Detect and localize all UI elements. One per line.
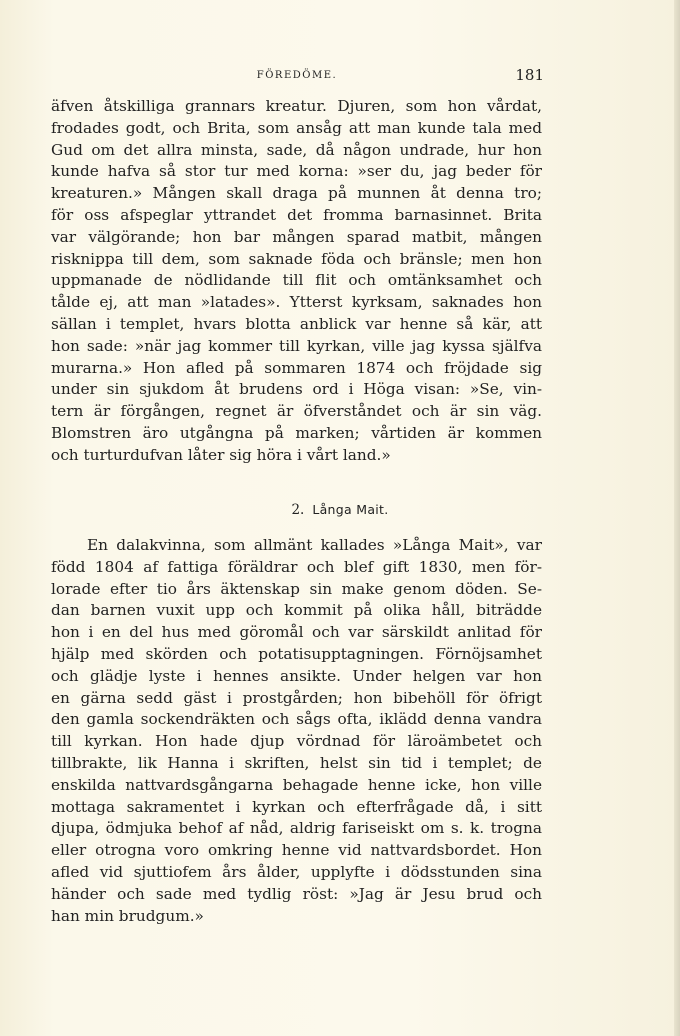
text-line: eller otrogna voro omkring henne vid nattvardsbordet. Hon: [51, 841, 542, 860]
text-line: född 1804 af fattiga föräldrar och blef gift 1830, men för-: [51, 557, 542, 576]
text-line: dan barnen vuxit upp och kommit på olika håll, biträdde: [51, 601, 542, 620]
text-line: hjälp med skörden och potatisupptagningen. Förnöjsamhet: [51, 644, 542, 663]
page-header: [50, 66, 544, 86]
running-title: FÖREDÖME.: [256, 70, 338, 81]
text-line: kunde hafva så stor tur med korna: »ser du, jag beder för: [51, 162, 542, 181]
text-line: Blomstren äro utgångna på marken; vårtiden är kommen: [51, 423, 542, 442]
text-line: mottaga sakramentet i kyrkan och efterfrågade då, i sitt: [51, 797, 542, 816]
text-line: var välgörande; hon bar mången sparad matbit, mången: [51, 227, 542, 246]
paragraph-langa-mait: [51, 535, 542, 927]
text-line: uppmanade de nödlidande till flit och omtänksamhet och: [51, 271, 542, 290]
text-line: sällan i templet, hvars blotta anblick var henne så kär, att: [51, 314, 542, 333]
text-line: enskilda nattvardsgångarna behagade henne icke, hon ville: [51, 775, 542, 794]
text-line: Gud om det allra minsta, sade, då någon undrade, hur hon: [51, 140, 542, 159]
text-line: och turturdufvan låter sig höra i vårt land.»: [51, 445, 391, 464]
text-line: lorade efter tio års äktenskap sin make genom döden. Se-: [51, 579, 542, 598]
text-line: hon i en del hus med göromål och var särskildt anlitad för: [51, 623, 542, 642]
text-line: murarna.» Hon afled på sommaren 1874 och fröjdade sig: [51, 358, 542, 377]
text-line: afled vid sjuttiofem års ålder, upplyfte i dödsstunden sina: [51, 862, 542, 881]
paragraph-brita: [51, 96, 542, 467]
text-line: en gärna sedd gäst i prostgården; hon bibehöll för öfrigt: [51, 688, 542, 707]
text-line: risknippa till dem, som saknade föda och bränsle; men hon: [51, 249, 542, 268]
text-line: tålde ej, att man »latades». Ytterst kyrksam, saknades hon: [51, 293, 542, 312]
section-number: 2.: [291, 502, 305, 518]
text-line: händer och sade med tydlig röst: »Jag är Jesu brud och: [51, 884, 542, 903]
text-line: under sin sjukdom åt brudens ord i Höga visan: »Se, vin-: [51, 380, 542, 399]
text-line: och glädje lyste i hennes ansikte. Under helgen var hon: [51, 666, 542, 685]
text-line: den gamla sockendräkten och sågs ofta, iklädd denna vandra: [51, 710, 542, 729]
section-title: Långa Mait.: [312, 502, 389, 517]
text-line: för oss afspeglar yttrandet det fromma barnasinnet. Brita: [51, 205, 542, 224]
text-line: tillbrakte, lik Hanna i skriften, helst sin tid i templet; de: [51, 753, 542, 772]
page-number: 181: [515, 66, 544, 84]
text-line: tern är förgången, regnet är öfverståndet och är sin väg.: [51, 402, 542, 421]
text-line: han min brudgum.»: [51, 906, 204, 925]
text-line: kreaturen.» Mången skall draga på munnen åt denna tro;: [51, 184, 542, 203]
text-line: äfven åtskilliga grannars kreatur. Djuren, som hon vårdat,: [51, 97, 542, 115]
text-line: En dalakvinna, som allmänt kallades »Långa Mait», var: [87, 536, 542, 554]
page-edge: [674, 0, 680, 1036]
section-heading: [0, 502, 680, 518]
text-line: hon sade: »när jag kommer till kyrkan, ville jag kyssa själfva: [51, 336, 542, 355]
text-line: frodades godt, och Brita, som ansåg att man kunde tala med: [51, 118, 542, 137]
text-line: djupa, ödmjuka behof af nåd, aldrig fariseiskt om s. k. trogna: [51, 819, 542, 838]
text-line: till kyrkan. Hon hade djup vördnad för läroämbetet och: [51, 732, 542, 751]
